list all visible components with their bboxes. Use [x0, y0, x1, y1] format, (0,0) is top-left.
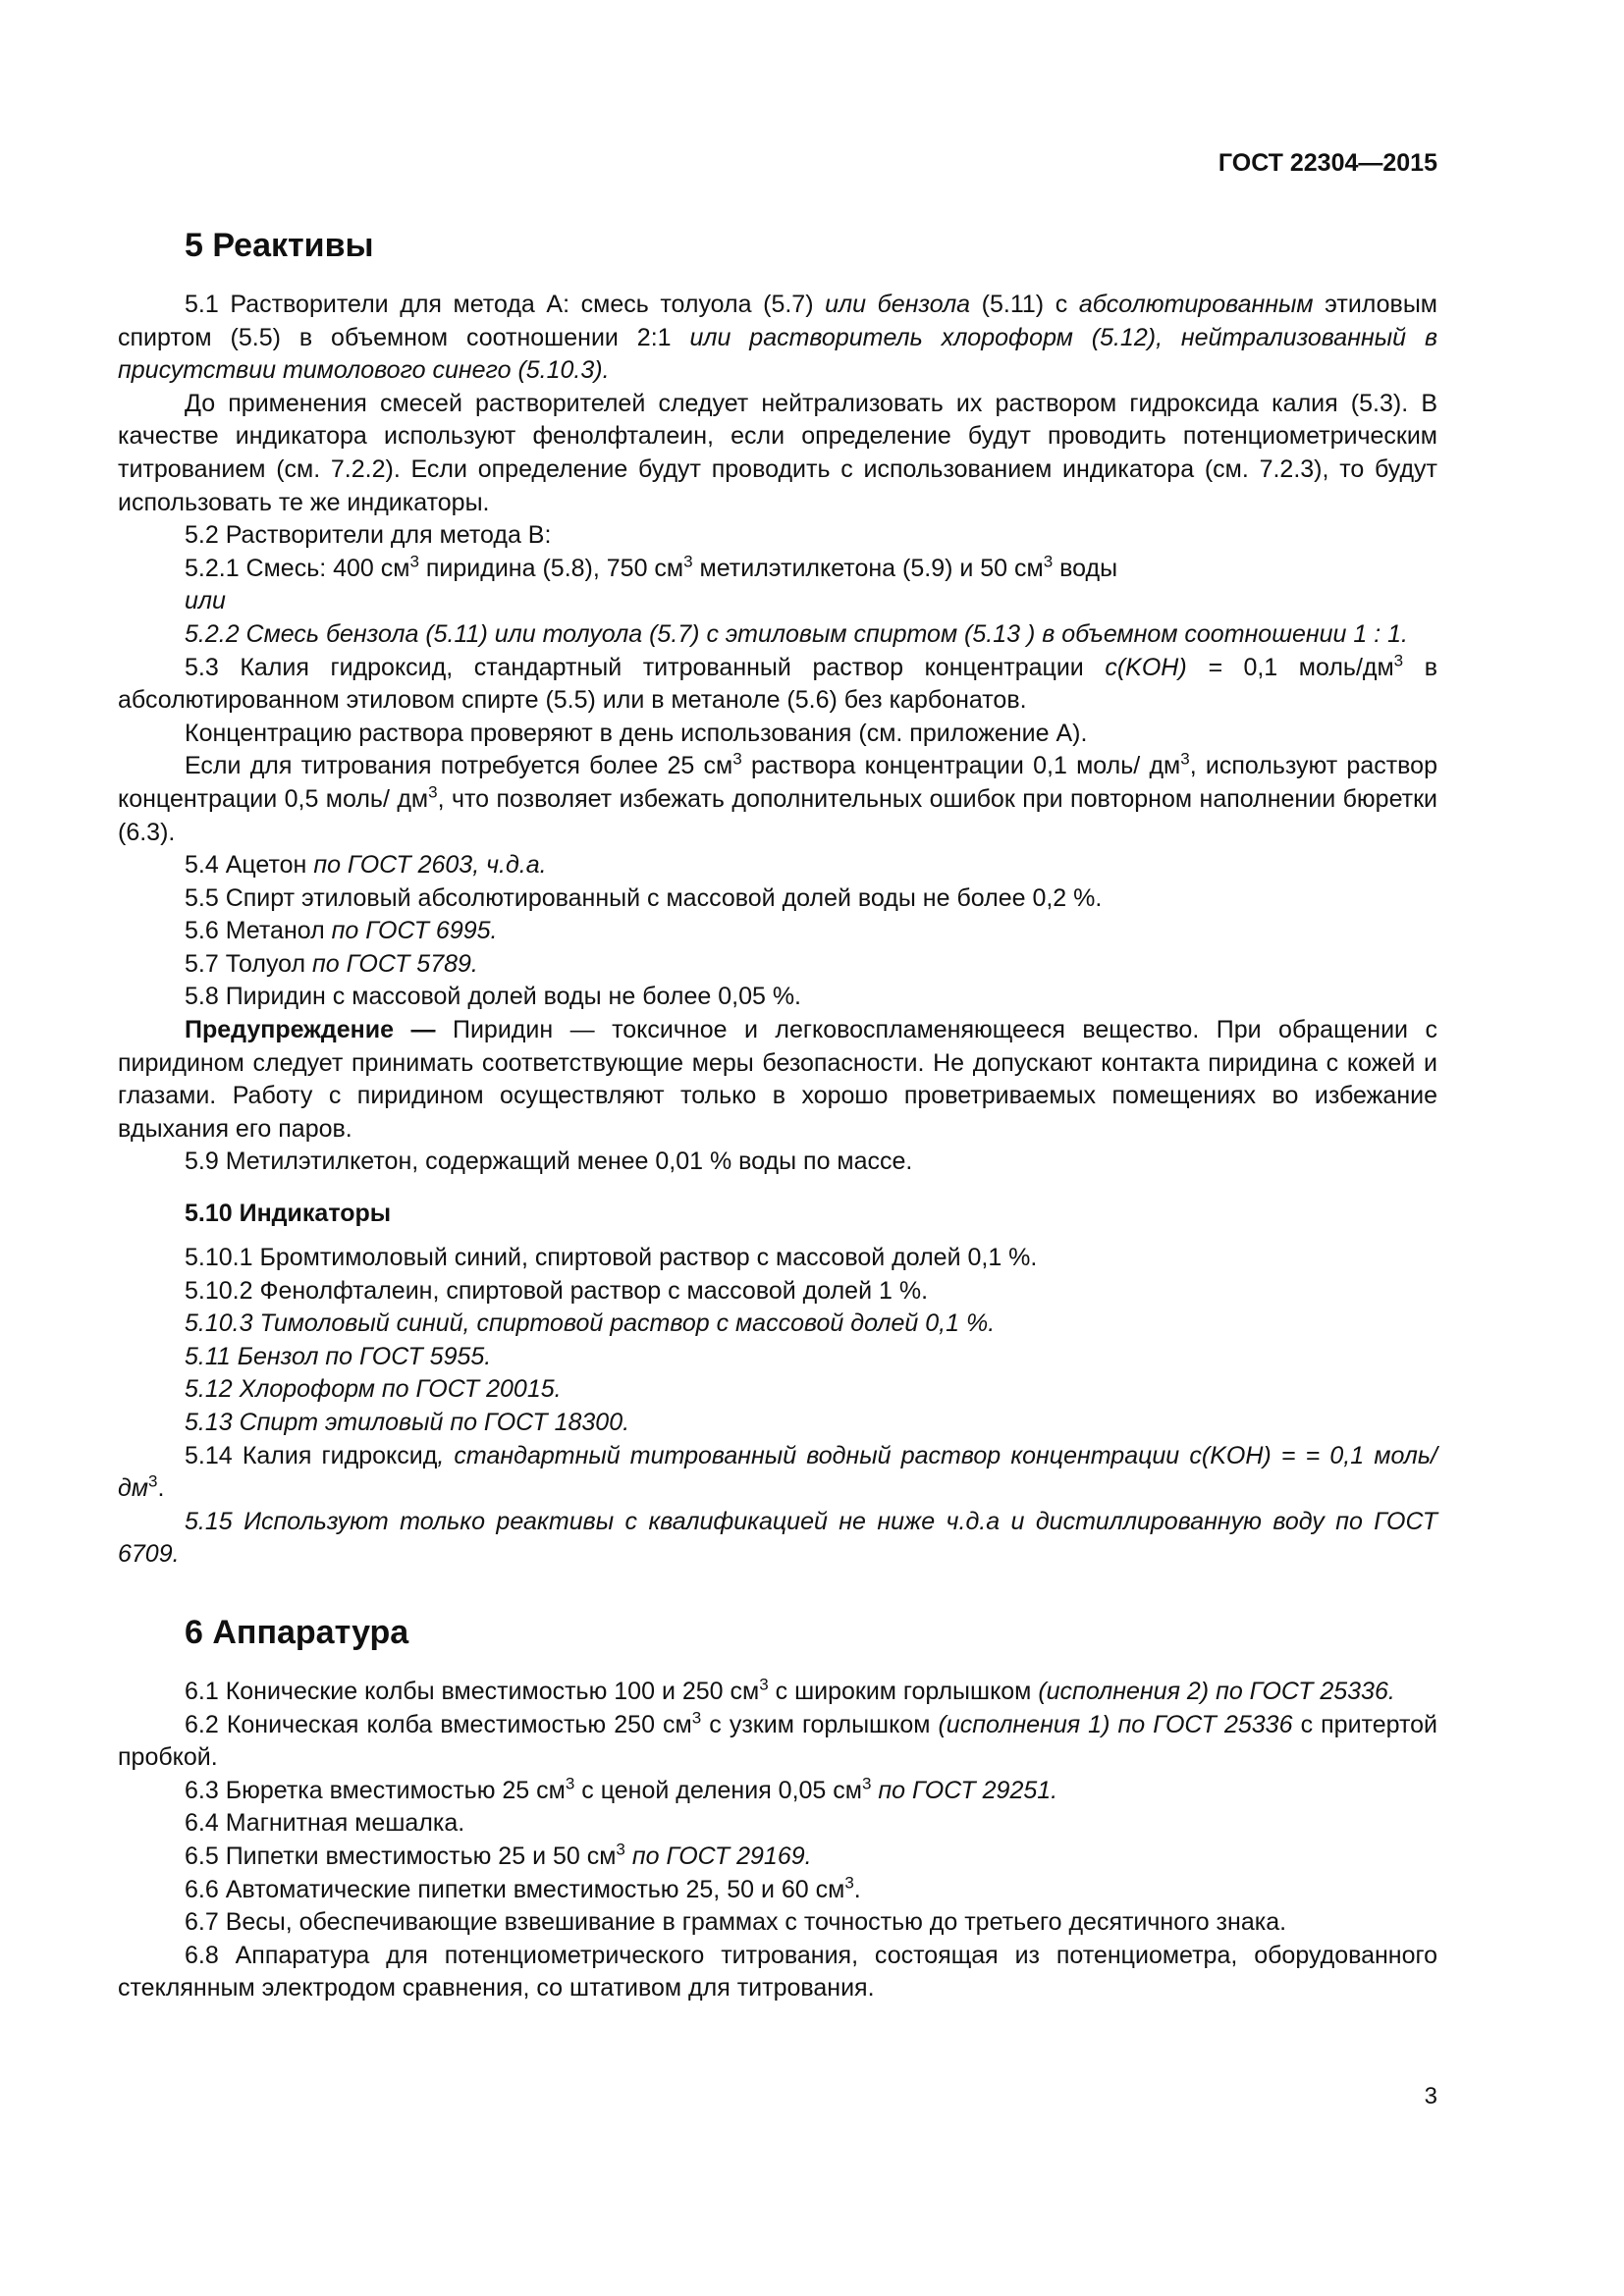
paragraph-5-12: 5.12 Хлороформ по ГОСТ 20015. [185, 1375, 562, 1404]
paragraph-5-15: 5.15 Используют только реактивы с квалификацией не ниже ч.д.а и дистиллированную воду по ГОСТ 6709. [118, 1507, 1437, 1569]
paragraph-5-10-2: 5.10.2 Фенолфталеин, спиртовой раствор с массовой долей 1 %. [185, 1276, 929, 1305]
paragraph-6-2: 6.2 Коническая колба вместимостью 250 $см^3$ с узким горлышком (исполнения 1) по ГОСТ 25336 с притертой пробкой. [118, 1708, 1438, 1772]
paragraph-6-1: 6.1 Конические колбы вместимостью 100 и 250 $см^3$ с широким горлышком (исполнения 2) по ГОСТ 25336. [185, 1675, 1395, 1705]
paragraph-5-5: 5.5 Спирт этиловый абсолютированный с массовой долей воды не более 0,2 %. [185, 883, 1103, 912]
paragraph-5-2: 5.2 Растворители для метода В: [185, 521, 552, 550]
section-5-title: 5 Реактивы [185, 227, 374, 264]
paragraph-5-9: 5.9 Метилэтилкетон, содержащий менее 0,01 % воды по массе. [185, 1148, 913, 1176]
paragraph-6-7: 6.7 Весы, обеспечивающие взвешивание в граммах с точностью до третьего десятичного знака. [185, 1908, 1287, 1937]
paragraph-6-4: 6.4 Магнитная мешалка. [185, 1809, 465, 1838]
paragraph-5-8: 5.8 Пиридин с массовой долей воды не более 0,05 %. [185, 983, 801, 1011]
paragraph-5-14: 5.14 Калия гидроксид, стандартный титрованный водный раствор концентрации c(KOH) = = 0,1 моль/$дм^3$. [118, 1441, 1438, 1503]
paragraph-6-5: 6.5 Пипетки вместимостью 25 и 50 $см^3$ по ГОСТ 29169. [185, 1840, 812, 1870]
paragraph-6-6: 6.6 Автоматические пипетки вместимостью 25, 50 и 60 $см^3$. [185, 1873, 861, 1903]
paragraph-neutralization: До применения смесей растворителей следует нейтрализовать их раствором гидроксида калия (5.3). В качестве индикатора используют фенолфталеин, если определение будут проводить потенциометрическим титрованием (см. 7.2.2). Если определение будут проводить с использованием индикатора (см. 7.2.3), то будут использовать те же индикаторы. [118, 389, 1437, 516]
paragraph-6-8: 6.8 Аппаратура для потенциометрического титрования, состоящая из потенциометра, оборудованного стеклянным электродом сравнения, со штативом для титрования. [118, 1941, 1437, 2002]
paragraph-5-4: 5.4 Ацетон по ГОСТ 2603, ч.д.а. [185, 851, 547, 880]
paragraph-5-13: 5.13 Спирт этиловый по ГОСТ 18300. [185, 1409, 630, 1436]
paragraph-5-7: 5.7 Толуол по ГОСТ 5789. [185, 949, 478, 978]
paragraph-5-2-2: 5.2.2 Смесь бензола (5.11) или толуола (5.7) с этиловым спиртом (5.13 ) в объемном соотношении 1 : 1. [185, 619, 1408, 648]
paragraph-5-6: 5.6 Метанол по ГОСТ 6995. [185, 917, 498, 945]
subsection-5-10-title: 5.10 Индикаторы [185, 1200, 392, 1228]
paragraph-5-10-3: 5.10.3 Тимоловый синий, спиртовой раствор с массовой долей 0,1 %. [185, 1309, 996, 1338]
paragraph-titration-volume: Если для титрования потребуется более 25 $см^3$ раствора концентрации 0,1 моль/ $дм^3$, используют раствор концентрации 0,5 моль/ $дм^3$, что позволяет избежать дополнительных ошибок при повторном наполнении бюретки (6.3). [118, 749, 1437, 846]
paragraph-warning: Предупреждение — Пиридин — токсичное и легковоспламеняющееся вещество. При обращении с пиридином следует принимать соответствующие меры безопасности. Не допускают контакта пиридина с кожей и глазами. Работу с пиридином осуществляют только в хорошо проветриваемых помещениях во избежание вдыхания его паров. [118, 1016, 1437, 1143]
paragraph-5-1: 5.1 Растворители для метода А: смесь толуола (5.7) или бензола (5.11) с абсолютированным этиловым спиртом (5.5) в объемном соотношении 2:1 или растворитель хлороформ (5.12), нейтрализованный в присутствии тимолового синего (5.10.3). [118, 291, 1437, 385]
page-number: 3 [1424, 2083, 1437, 2109]
paragraph-5-10-1: 5.10.1 Бромтимоловый синий, спиртовой раствор с массовой долей 0,1 %. [185, 1244, 1038, 1272]
paragraph-or: или [185, 587, 226, 615]
paragraph-concentration-check: Концентрацию раствора проверяют в день использования (см. приложение А). [185, 719, 1088, 747]
section-6-title: 6 Аппаратура [185, 1613, 409, 1651]
document-body [118, 224, 1437, 2005]
paragraph-5-11: 5.11 Бензол по ГОСТ 5955. [185, 1342, 492, 1370]
paragraph-5-3: 5.3 Калия гидроксид, стандартный титрованный раствор концентрации c(KOH) = 0,1 моль/$дм^3$ в абсолютированном этиловом спирте (5.5) или в метаноле (5.6) без карбонатов. [118, 651, 1438, 715]
paragraph-6-3: 6.3 Бюретка вместимостью 25 $см^3$ с ценой деления 0,05 $см^3$ по ГОСТ 29251. [185, 1774, 1058, 1804]
paragraph-5-2-1: 5.2.1 Смесь: 400 $см^3$ пиридина (5.8), 750 $см^3$ метилэтилкетона (5.9) и 50 $см^3$ воды [185, 552, 1118, 582]
document-header: ГОСТ 22304—2015 [1218, 149, 1437, 177]
